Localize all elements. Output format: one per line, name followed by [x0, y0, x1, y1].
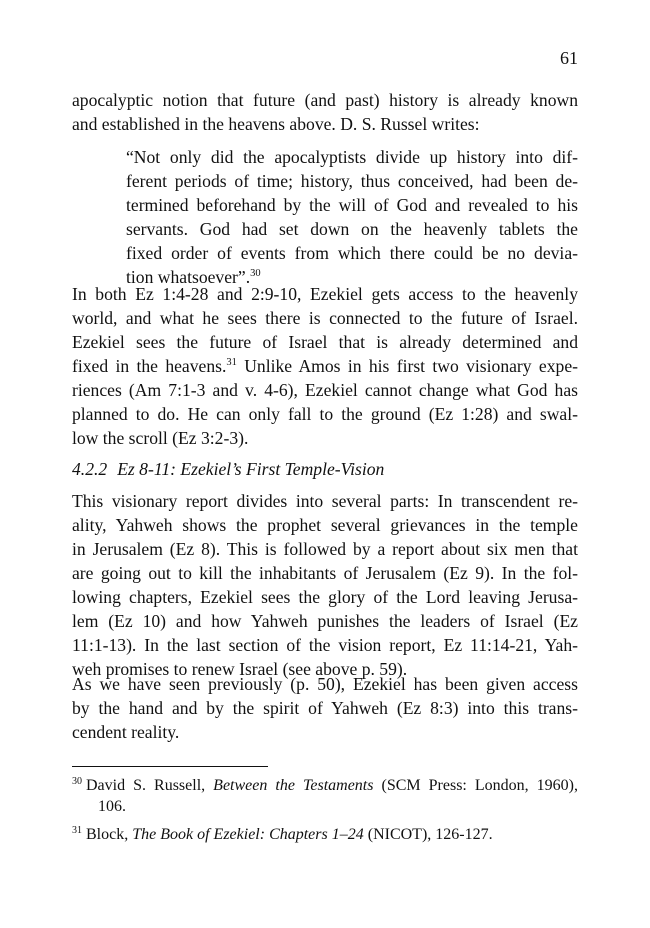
- page-number: 61: [560, 48, 578, 68]
- text-line: planned to do. He can only fall to the ground (Ez 1:28) and swal-: [72, 404, 578, 424]
- quote-line: fixed order of events from which there could be no devia-: [126, 243, 578, 263]
- quote-line: termined beforehand by the will of God and revealed to his: [126, 195, 578, 215]
- text-line: cendent reality.: [72, 722, 180, 742]
- text-line: by the hand and by the spirit of Yahweh (Ez 8:3) into this trans-: [72, 698, 578, 718]
- text-line: This visionary report divides into several parts: In transcendent re-: [72, 491, 578, 511]
- section-heading: [72, 457, 384, 481]
- footnote-divider: [72, 766, 268, 767]
- footnote-ref-31[interactable]: 31: [226, 357, 237, 368]
- text-line: weh promises to renew Israel (see above p. 59).: [72, 659, 408, 679]
- quote-line: “Not only did the apocalyptists divide up history into dif-: [126, 147, 578, 167]
- text-line: apocalyptic notion that future (and past) history is already known: [72, 90, 578, 110]
- footnote-30: [72, 775, 578, 817]
- quote-line-text: tion whatsoever”.: [126, 267, 251, 287]
- text-line: As we have seen previously (p. 50), Ezekiel has been given access: [72, 674, 578, 694]
- paragraph-intro: [72, 88, 578, 136]
- section-number: 4.2.2: [72, 459, 108, 479]
- footnote-publication: (NICOT), 126-127.: [363, 826, 493, 843]
- text-line: In both Ez 1:4-28 and 2:9-10, Ezekiel gets access to the heavenly: [72, 284, 578, 304]
- text-line: and established in the heavens above. D. S. Russel writes:: [72, 114, 480, 134]
- text-line: 11:1-13). In the last section of the vision report, Ez 11:14-21, Yah-: [72, 635, 578, 655]
- footnote-publication: (SCM Press: London, 1960),: [373, 777, 578, 794]
- footnote-mark: 31: [72, 825, 82, 836]
- text-line: Ezekiel sees the future of Israel that is already determined and: [72, 332, 578, 352]
- paragraph-access: [72, 672, 578, 744]
- text-line-with-ref: [72, 354, 578, 378]
- text-line: are going out to kill the inhabitants of Jerusalem (Ez 9). In the fol-: [72, 563, 578, 583]
- text-line: world, and what he sees there is connected to the future of Israel.: [72, 308, 578, 328]
- footnote-title: Between the Testaments: [213, 777, 374, 794]
- footnote-line: [72, 824, 578, 845]
- text-line: ality, Yahweh shows the prophet several grievances in the temple: [72, 515, 578, 535]
- footnote-31: [72, 824, 578, 845]
- section-title: Ez 8-11: Ezekiel’s First Temple-Vision: [117, 459, 385, 479]
- text-line: lowing chapters, Ezekiel sees the glory of the Lord leaving Jerusa-: [72, 587, 578, 607]
- quote-line: servants. God had set down on the heavenly tablets the: [126, 219, 578, 239]
- footnote-continuation: 106.: [98, 798, 126, 815]
- text-line: riences (Am 7:1-3 and v. 4-6), Ezekiel cannot change what God has: [72, 380, 578, 400]
- footnote-author: Block,: [86, 826, 133, 843]
- footnote-author: David S. Russell,: [86, 777, 214, 794]
- paragraph-report: [72, 489, 578, 681]
- text-line: lem (Ez 10) and how Yahweh punishes the leaders of Israel (Ez: [72, 611, 578, 631]
- text-fragment: fixed in the heavens.: [72, 356, 227, 376]
- footnote-ref-30[interactable]: 30: [250, 268, 261, 279]
- paragraph-visions: [72, 282, 578, 450]
- text-line: in Jerusalem (Ez 8). This is followed by a report about six men that: [72, 539, 578, 559]
- block-quote: [126, 145, 578, 289]
- text-line: low the scroll (Ez 3:2-3).: [72, 428, 249, 448]
- footnote-line: [72, 775, 578, 796]
- quote-line: ferent periods of time; history, thus conceived, had been de-: [126, 171, 578, 191]
- footnote-title: The Book of Ezekiel: Chapters 1–24: [132, 826, 364, 843]
- footnote-mark: 30: [72, 776, 82, 787]
- text-fragment: Unlike Amos in his first two visionary expe-: [236, 356, 578, 376]
